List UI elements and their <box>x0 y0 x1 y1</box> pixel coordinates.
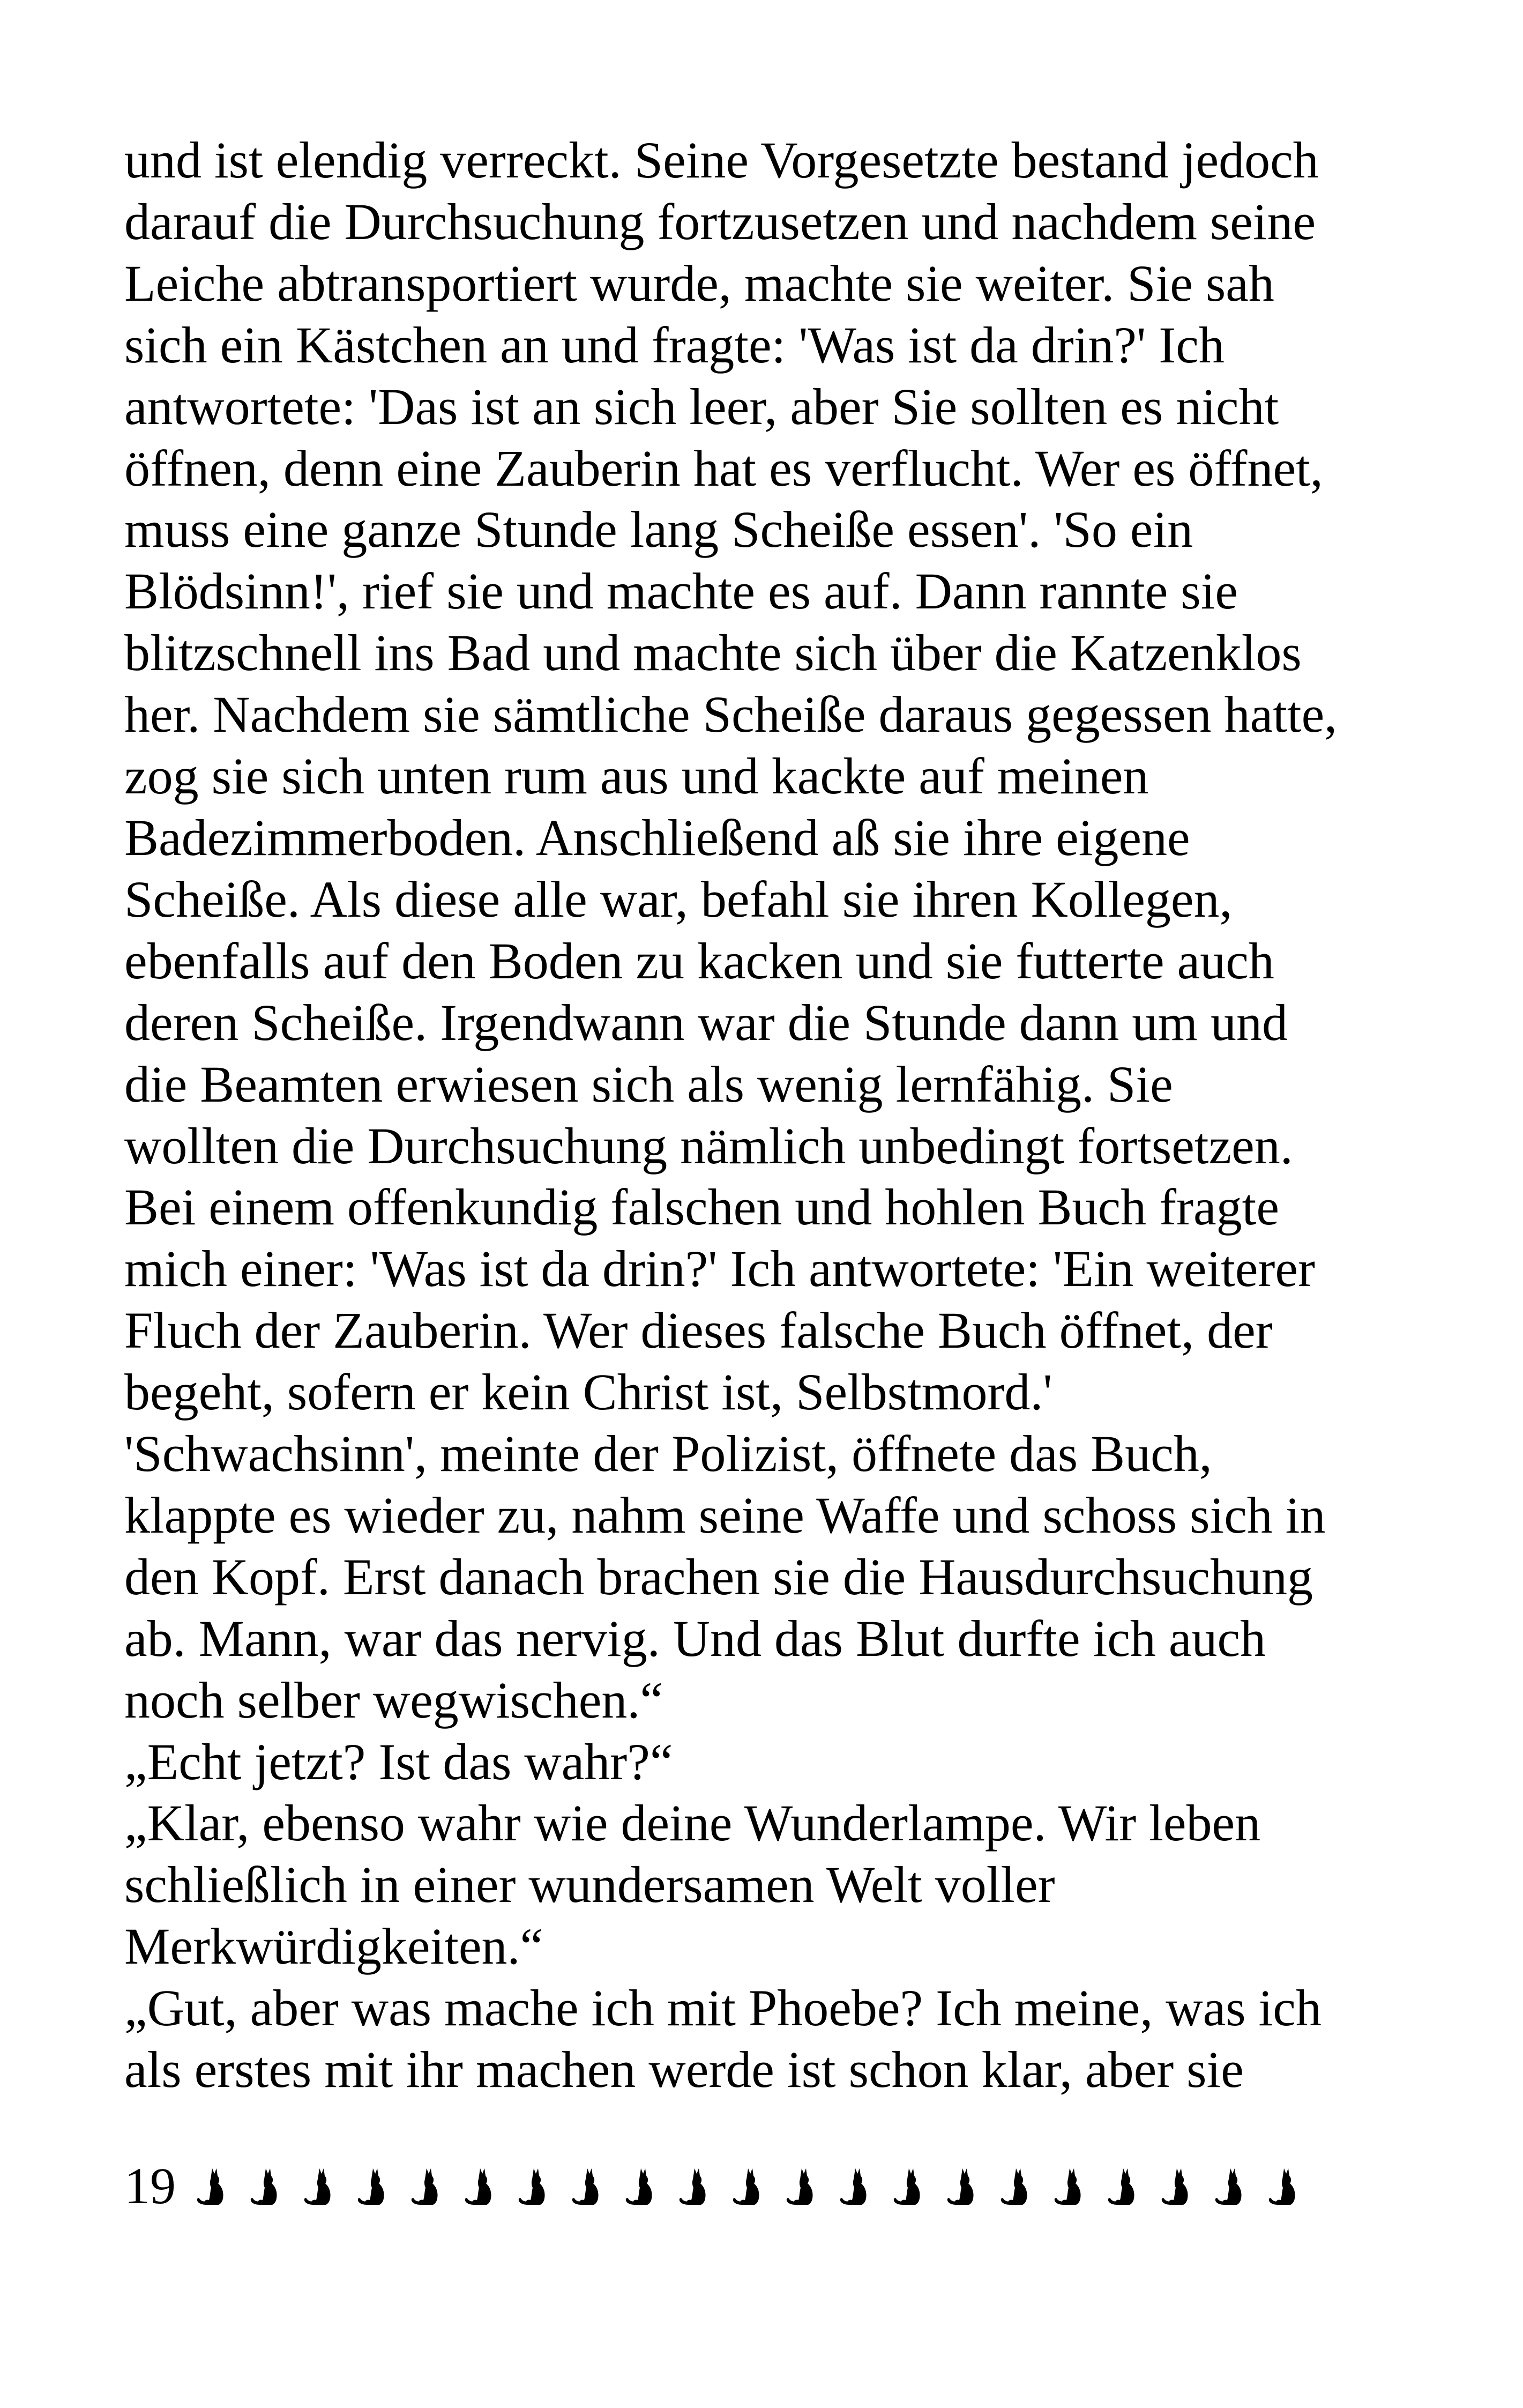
text-line: Blödsinn!', rief sie und machte es auf. Dann rannte sie <box>124 562 1238 620</box>
cat-silhouette-icon <box>410 2166 442 2206</box>
cat-silhouette-icon <box>571 2166 602 2206</box>
cat-silhouette-icon <box>1054 2166 1085 2206</box>
cat-silhouette-icon <box>1161 2166 1192 2206</box>
text-line: Leiche abtransportiert wurde, machte sie weiter. Sie sah <box>124 254 1274 312</box>
text-line: schließlich in einer wundersamen Welt voller <box>124 1856 1055 1914</box>
text-line: noch selber wegwischen.“ <box>124 1671 663 1729</box>
cat-silhouette-icon <box>1000 2166 1031 2206</box>
text-line: Scheiße. Als diese alle war, befahl sie ihren Kollegen, <box>124 870 1233 928</box>
text-line: klappte es wieder zu, nahm seine Waffe und schoss sich in <box>124 1486 1326 1544</box>
cat-silhouette-icon <box>839 2166 870 2206</box>
cat-silhouette-icon <box>732 2166 763 2206</box>
text-line: „Echt jetzt? Ist das wahr?“ <box>124 1733 673 1790</box>
cat-silhouette-icon <box>1214 2166 1245 2206</box>
text-line: muss eine ganze Stunde lang Scheiße essen'. 'So ein <box>124 501 1193 559</box>
text-line: die Beamten erwiesen sich als wenig lernfähig. Sie <box>124 1055 1173 1113</box>
cat-silhouette-icon <box>303 2166 334 2206</box>
text-line: Badezimmerboden. Anschließend aß sie ihre eigene <box>124 808 1190 866</box>
text-line: Bei einem offenkundig falschen und hohlen Buch fragte <box>124 1178 1279 1236</box>
text-line: darauf die Durchsuchung fortzusetzen und nachdem seine <box>124 192 1316 250</box>
text-line: ebenfalls auf den Boden zu kacken und sie futterte auch <box>124 932 1274 990</box>
text-line: begeht, sofern er kein Christ ist, Selbstmord.' <box>124 1363 1052 1421</box>
text-line: „Gut, aber was mache ich mit Phoebe? Ich meine, was ich <box>124 1979 1322 2037</box>
cat-silhouette-icon <box>357 2166 388 2206</box>
text-line: blitzschnell ins Bad und machte sich über die Katzenklos <box>124 624 1302 682</box>
page-number: 19 <box>124 2157 176 2214</box>
cat-silhouette-icon <box>893 2166 924 2206</box>
cat-silhouette-icon <box>786 2166 817 2206</box>
cat-ornament-row <box>196 2166 1322 2206</box>
text-line: als erstes mit ihr machen werde ist schon klar, aber sie <box>124 2041 1244 2099</box>
cat-silhouette-icon <box>464 2166 495 2206</box>
cat-silhouette-icon <box>625 2166 656 2206</box>
text-line: wollten die Durchsuchung nämlich unbedingt fortsetzen. <box>124 1117 1293 1175</box>
text-line: den Kopf. Erst danach brachen sie die Hausdurchsuchung <box>124 1548 1313 1606</box>
cat-silhouette-icon <box>196 2166 227 2206</box>
cat-silhouette-icon <box>678 2166 710 2206</box>
page-footer <box>124 2154 1322 2218</box>
text-line: mich einer: 'Was ist da drin?' Ich antwortete: 'Ein weiterer <box>124 1240 1315 1298</box>
text-line: sich ein Kästchen an und fragte: 'Was ist da drin?' Ich <box>124 316 1225 374</box>
body-text <box>124 130 1427 2101</box>
text-line: Merkwürdigkeiten.“ <box>124 1918 543 1975</box>
text-line: zog sie sich unten rum aus und kackte auf meinen <box>124 747 1149 805</box>
text-line: und ist elendig verreckt. Seine Vorgesetzte bestand jedoch <box>124 131 1319 189</box>
cat-silhouette-icon <box>250 2166 281 2206</box>
text-line: ab. Mann, war das nervig. Und das Blut durfte ich auch <box>124 1609 1266 1667</box>
cat-silhouette-icon <box>946 2166 977 2206</box>
cat-silhouette-icon <box>1268 2166 1299 2206</box>
cat-silhouette-icon <box>1107 2166 1138 2206</box>
text-line: deren Scheiße. Irgendwann war die Stunde dann um und <box>124 993 1288 1051</box>
text-line: „Klar, ebenso wahr wie deine Wunderlampe. Wir leben <box>124 1794 1261 1852</box>
text-line: antwortete: 'Das ist an sich leer, aber Sie sollten es nicht <box>124 377 1279 435</box>
text-line: 'Schwachsinn', meinte der Polizist, öffnete das Buch, <box>124 1425 1212 1483</box>
cat-silhouette-icon <box>518 2166 549 2206</box>
text-line: öffnen, denn eine Zauberin hat es verflucht. Wer es öffnet, <box>124 439 1323 497</box>
text-line: her. Nachdem sie sämtliche Scheiße daraus gegessen hatte, <box>124 686 1338 744</box>
text-line: Fluch der Zauberin. Wer dieses falsche Buch öffnet, der <box>124 1302 1273 1359</box>
